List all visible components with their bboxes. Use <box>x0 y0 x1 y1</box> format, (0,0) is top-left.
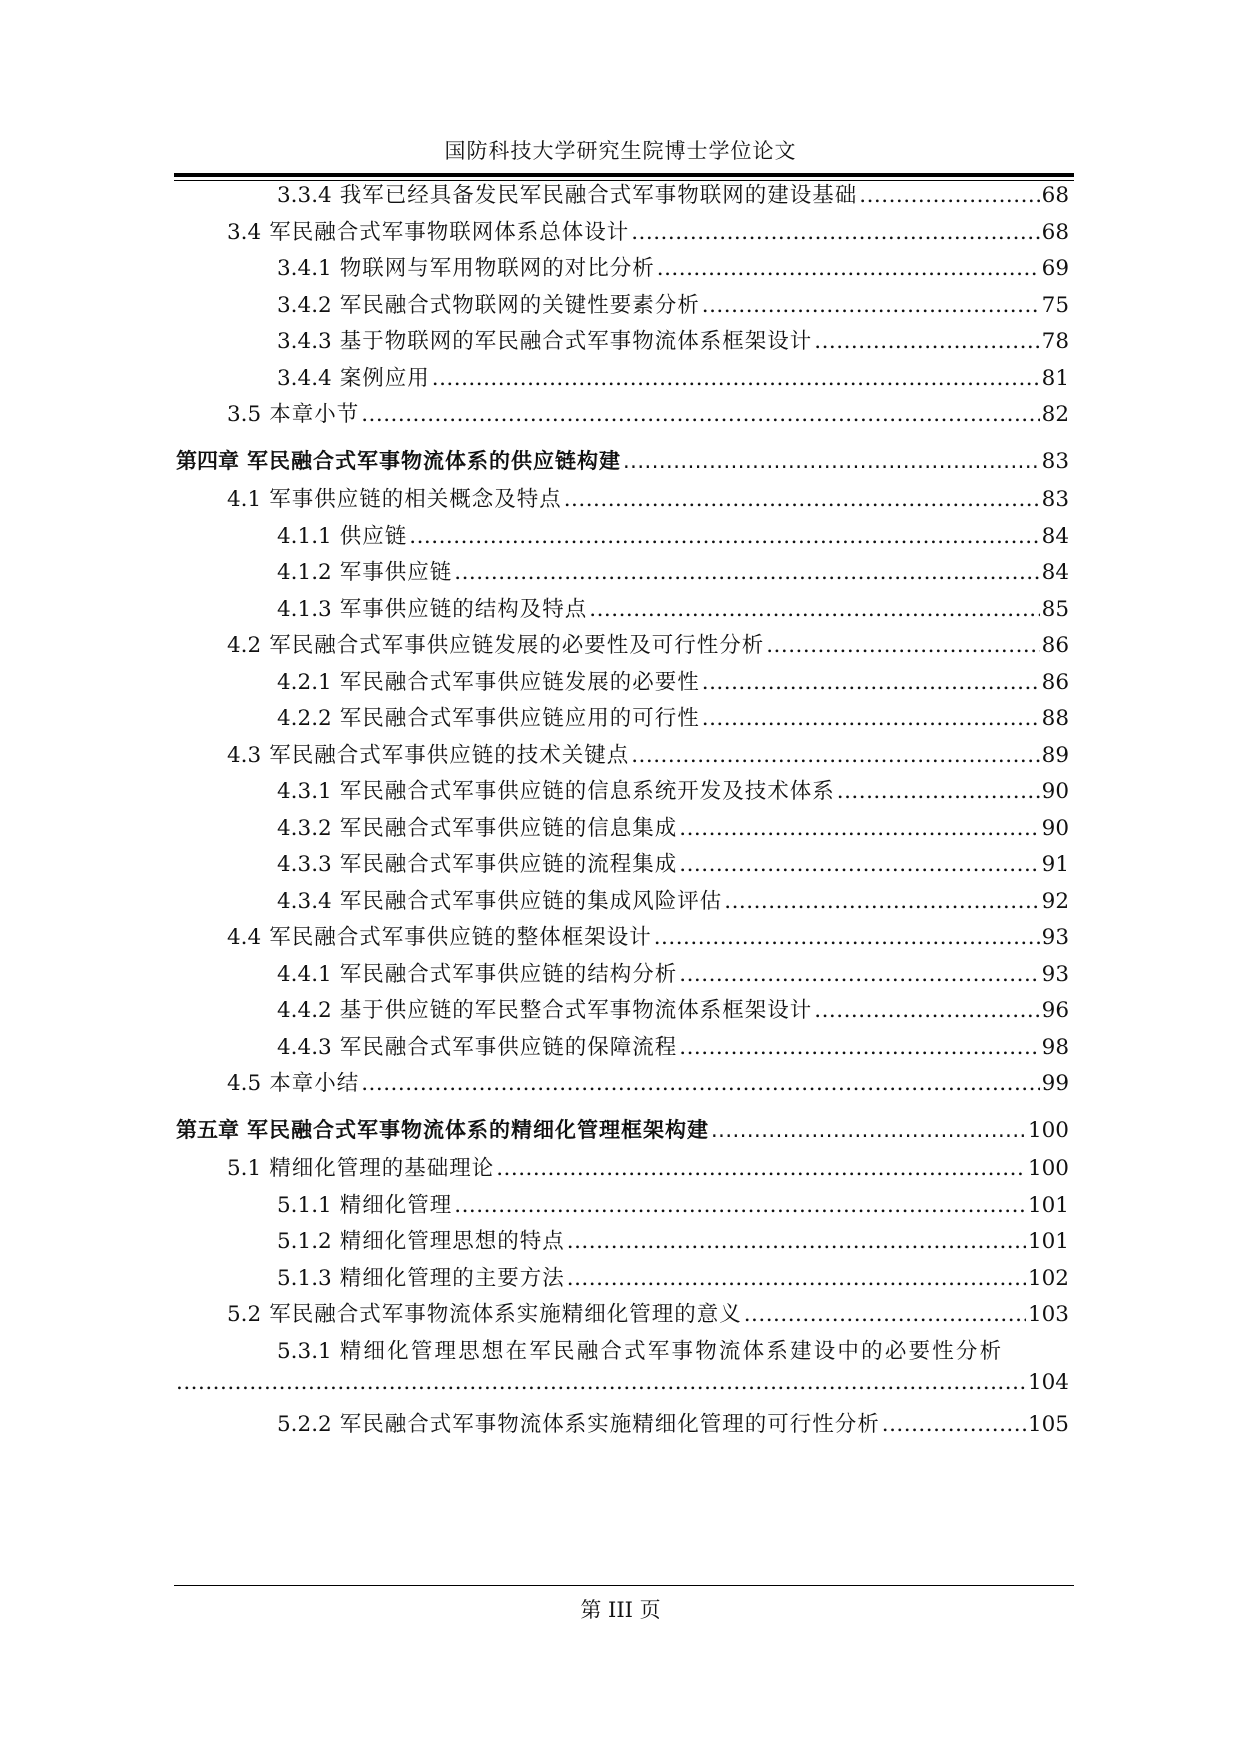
toc-entry[interactable] <box>227 1151 1069 1182</box>
toc-entry-title: 军事供应链 <box>339 560 453 585</box>
toc-entry[interactable] <box>277 555 1069 586</box>
header-rule-thick <box>174 173 1074 177</box>
toc-entry-page: 75 <box>1041 292 1069 318</box>
toc-leader-dots <box>623 449 1040 473</box>
toc-entry-title: 物联网与军用物联网的对比分析 <box>339 256 655 281</box>
toc-leader-dots <box>564 487 1040 512</box>
toc-entry-page: 101 <box>1027 1229 1069 1254</box>
toc-entry-title: 供应链 <box>339 523 408 549</box>
toc-entry-number: 4.4.2 <box>277 998 332 1023</box>
toc-entry-title: 精细化管理的主要方法 <box>339 1265 565 1291</box>
toc-entry-page: 103 <box>1027 1302 1069 1327</box>
toc-leader-dots <box>432 366 1040 391</box>
toc-entry-page: 93 <box>1041 925 1069 950</box>
toc-entry-title: 基于供应链的军民整合式军事物流体系框架设计 <box>339 998 813 1023</box>
toc-entry[interactable] <box>277 811 1069 842</box>
toc-entry-title: 军民融合式军事供应链的流程集成 <box>339 852 678 877</box>
toc-entry-page: 92 <box>1041 888 1069 914</box>
toc-entry-title: 军民融合式军事物流体系的供应链构建 <box>247 448 621 473</box>
toc-entry-title: 精细化管理思想在军民融合式军事物流体系建设中的必要性分析 <box>339 1338 1004 1364</box>
toc-entry-title: 军民融合式军事供应链的保障流程 <box>339 1034 678 1060</box>
toc-entry-page: 104 <box>1027 1370 1069 1395</box>
toc-leader-dots <box>454 1193 1026 1218</box>
running-header: 国防科技大学研究生院博士学位论文 <box>444 139 797 163</box>
toc-entry-number: 3.5 <box>227 402 262 427</box>
toc-leader-dots <box>837 779 1040 804</box>
toc-leader-dots <box>679 962 1039 987</box>
toc-entry-number: 4.5 <box>227 1071 262 1096</box>
toc-entry-number: 4.3.2 <box>277 815 332 841</box>
toc-entry[interactable] <box>227 215 1069 246</box>
toc-leader-dots <box>711 1118 1026 1142</box>
toc-entry-title: 军民融合式军事物流体系的精细化管理框架构建 <box>247 1117 709 1142</box>
toc-leader-dots <box>814 329 1039 354</box>
toc-entry-title: 军民融合式军事物流体系实施精细化管理的意义 <box>269 1302 742 1327</box>
toc-entry[interactable] <box>227 920 1069 951</box>
toc-leader-dots <box>679 1035 1039 1060</box>
toc-entry-title: 我军已经具备发民军民融合式军事物联网的建设基础 <box>339 183 858 208</box>
toc-entry[interactable] <box>227 628 1069 659</box>
toc-leader-dots <box>657 256 1040 281</box>
toc-entry-number: 5.1.1 <box>277 1192 332 1218</box>
toc-entry-number: 3.4.4 <box>277 365 332 391</box>
toc-entry-page: 78 <box>1041 329 1069 354</box>
toc-entry-page: 93 <box>1041 961 1069 987</box>
toc-entry-title: 军民融合式军事供应链的集成风险评估 <box>339 888 723 914</box>
toc-entry-number: 第五章 <box>176 1117 239 1142</box>
toc-entry-page: 90 <box>1041 815 1069 841</box>
toc-entry-number: 4.3 <box>227 742 262 768</box>
toc-entry-page: 100 <box>1027 1117 1069 1143</box>
toc-entry-number: 5.1.3 <box>277 1265 332 1291</box>
toc-entry-number: 3.3.4 <box>277 183 332 208</box>
toc-entry-page: 68 <box>1041 219 1069 245</box>
toc-entry-title: 军民融合式军事供应链的信息集成 <box>339 815 678 841</box>
toc-leader-dots <box>814 998 1039 1023</box>
toc-leader-dots <box>409 524 1039 549</box>
toc-entry-page: 88 <box>1041 706 1069 731</box>
toc-entry-title: 军民融合式军事供应链的技术关键点 <box>269 742 630 768</box>
toc-entry-page: 68 <box>1041 183 1069 208</box>
toc-entry-number: 3.4.2 <box>277 292 332 318</box>
toc-entry[interactable] <box>277 1261 1069 1292</box>
footer-rule <box>174 1585 1074 1586</box>
toc-entry[interactable] <box>227 482 1069 513</box>
toc-entry-number: 5.1 <box>227 1156 262 1181</box>
toc-entry-page: 69 <box>1041 256 1069 281</box>
toc-chapter-entry[interactable] <box>176 445 1069 475</box>
toc-leader-dots <box>654 925 1040 950</box>
toc-entry[interactable] <box>277 178 1069 209</box>
toc-leader-dots <box>361 1071 1039 1096</box>
toc-leader-dots <box>176 1370 1026 1395</box>
toc-leader-dots <box>567 1266 1026 1291</box>
toc-entry-page: 86 <box>1041 633 1069 658</box>
toc-entry[interactable] <box>277 288 1069 319</box>
toc-entry-title: 军民融合式军事供应链发展的必要性及可行性分析 <box>269 633 765 658</box>
toc-entry-page: 102 <box>1027 1265 1069 1291</box>
toc-leader-dots <box>859 183 1039 208</box>
toc-entry-number: 4.3.4 <box>277 888 332 914</box>
toc-entry-title: 精细化管理 <box>339 1192 453 1218</box>
toc-entry-page: 90 <box>1041 779 1069 804</box>
toc-leader-dots <box>567 1229 1026 1254</box>
toc-entry-page: 105 <box>1027 1411 1069 1437</box>
toc-entry-page: 82 <box>1041 402 1069 427</box>
toc-entry-number: 4.1.3 <box>277 596 332 622</box>
toc-entry-number: 4.1.1 <box>277 523 332 549</box>
toc-entry-page: 98 <box>1041 1034 1069 1060</box>
toc-entry[interactable] <box>277 1224 1069 1255</box>
toc-entry[interactable] <box>277 1188 1069 1219</box>
toc-entry[interactable] <box>227 397 1069 428</box>
toc-entry-title: 本章小节 <box>269 402 360 427</box>
toc-entry-page: 81 <box>1041 365 1069 391</box>
toc-entry-title: 精细化管理思想的特点 <box>339 1229 565 1254</box>
toc-entry[interactable] <box>277 324 1069 355</box>
toc-entry-title: 精细化管理的基础理论 <box>269 1156 495 1181</box>
toc-leader-dots <box>702 293 1040 318</box>
toc-entry-title: 军民融合式物联网的关键性要素分析 <box>339 292 700 318</box>
toc-entry-title: 军民融合式军事物流体系实施精细化管理的可行性分析 <box>339 1411 880 1437</box>
toc-entry-number: 4.1 <box>227 487 262 512</box>
toc-entry-page: 89 <box>1041 742 1069 768</box>
toc-entry[interactable] <box>277 519 1069 550</box>
toc-leader-dots <box>631 220 1039 245</box>
toc-entry-page: 101 <box>1027 1192 1069 1218</box>
toc-entry-number: 4.3.3 <box>277 852 332 877</box>
toc-leader-dots <box>744 1302 1026 1327</box>
toc-leader-dots <box>679 816 1039 841</box>
toc-entry-number: 3.4 <box>227 219 262 245</box>
toc-entry-number: 4.4 <box>227 925 262 950</box>
toc-leader-dots <box>766 633 1039 658</box>
toc-entry-number: 4.4.3 <box>277 1034 332 1060</box>
toc-entry-title: 军民融合式军事供应链的信息系统开发及技术体系 <box>339 779 835 804</box>
toc-entry[interactable] <box>227 1066 1069 1097</box>
toc-entry-page: 86 <box>1041 669 1069 695</box>
toc-entry-number: 4.4.1 <box>277 961 332 987</box>
toc-entry-title: 基于物联网的军民融合式军事物流体系框架设计 <box>339 329 813 354</box>
toc-entry[interactable] <box>277 774 1069 805</box>
toc-entry-page: 99 <box>1041 1071 1069 1096</box>
toc-entry[interactable] <box>277 957 1069 988</box>
toc-entry-continuation <box>176 1370 1069 1395</box>
toc-entry-number: 4.2 <box>227 633 262 658</box>
toc-entry-title: 案例应用 <box>339 365 430 391</box>
toc-entry[interactable] <box>277 884 1069 915</box>
toc-entry-number: 5.1.2 <box>277 1229 332 1254</box>
toc-entry-title: 军民融合式军事供应链发展的必要性 <box>339 669 700 695</box>
toc-entry[interactable] <box>277 592 1069 623</box>
toc-leader-dots <box>702 706 1040 731</box>
toc-entry-page: 91 <box>1041 852 1069 877</box>
toc-entry-title: 军事供应链的相关概念及特点 <box>269 487 562 512</box>
toc-entry[interactable] <box>277 701 1069 732</box>
toc-leader-dots <box>454 560 1039 585</box>
toc-leader-dots <box>702 670 1040 695</box>
page-number: 第 III 页 <box>580 1598 661 1622</box>
toc-entry-title: 军民融合式军事物联网体系总体设计 <box>269 219 630 245</box>
toc-entry[interactable] <box>277 993 1069 1024</box>
toc-entry-number: 5.2.2 <box>277 1411 332 1437</box>
toc-entry[interactable] <box>227 738 1069 769</box>
toc-entry[interactable] <box>277 251 1069 282</box>
toc-entry-page: 84 <box>1041 523 1069 549</box>
toc-entry[interactable] <box>277 847 1069 878</box>
toc-entry-page: 83 <box>1041 448 1069 474</box>
toc-leader-dots <box>361 402 1039 427</box>
toc-entry-number: 4.3.1 <box>277 779 332 804</box>
toc-entry-number: 3.4.3 <box>277 329 332 354</box>
toc-entry-number: 3.4.1 <box>277 256 332 281</box>
toc-entry[interactable] <box>277 1334 1069 1365</box>
toc-entry[interactable] <box>277 361 1069 392</box>
toc-chapter-entry[interactable] <box>176 1114 1069 1144</box>
toc-entry[interactable] <box>277 665 1069 696</box>
toc-entry-number: 4.1.2 <box>277 560 332 585</box>
toc-entry-page: 83 <box>1041 487 1069 512</box>
toc-entry[interactable] <box>277 1030 1069 1061</box>
toc-entry-title: 军民融合式军事供应链应用的可行性 <box>339 706 700 731</box>
toc-entry[interactable] <box>277 1407 1069 1438</box>
toc-leader-dots <box>496 1156 1026 1181</box>
toc-entry-number: 5.2 <box>227 1302 262 1327</box>
toc-entry-title: 军事供应链的结构及特点 <box>339 596 588 622</box>
toc-entry-title: 军民融合式军事供应链的结构分析 <box>339 961 678 987</box>
toc-entry[interactable] <box>227 1297 1069 1328</box>
toc-leader-dots <box>882 1412 1026 1437</box>
toc-leader-dots <box>679 852 1039 877</box>
toc-entry-title: 军民融合式军事供应链的整体框架设计 <box>269 925 652 950</box>
toc-entry-page: 100 <box>1027 1156 1069 1181</box>
toc-entry-number: 第四章 <box>176 448 239 473</box>
toc-entry-page: 96 <box>1041 998 1069 1023</box>
toc-leader-dots <box>724 889 1039 914</box>
toc-entry-title: 本章小结 <box>269 1071 360 1096</box>
toc-entry-number: 4.2.2 <box>277 706 332 731</box>
toc-entry-page: 84 <box>1041 560 1069 585</box>
toc-leader-dots <box>631 743 1039 768</box>
toc-leader-dots <box>589 597 1039 622</box>
toc-entry-number: 4.2.1 <box>277 669 332 695</box>
toc-entry-page: 85 <box>1041 596 1069 622</box>
toc-entry-number: 5.3.1 <box>277 1338 332 1364</box>
